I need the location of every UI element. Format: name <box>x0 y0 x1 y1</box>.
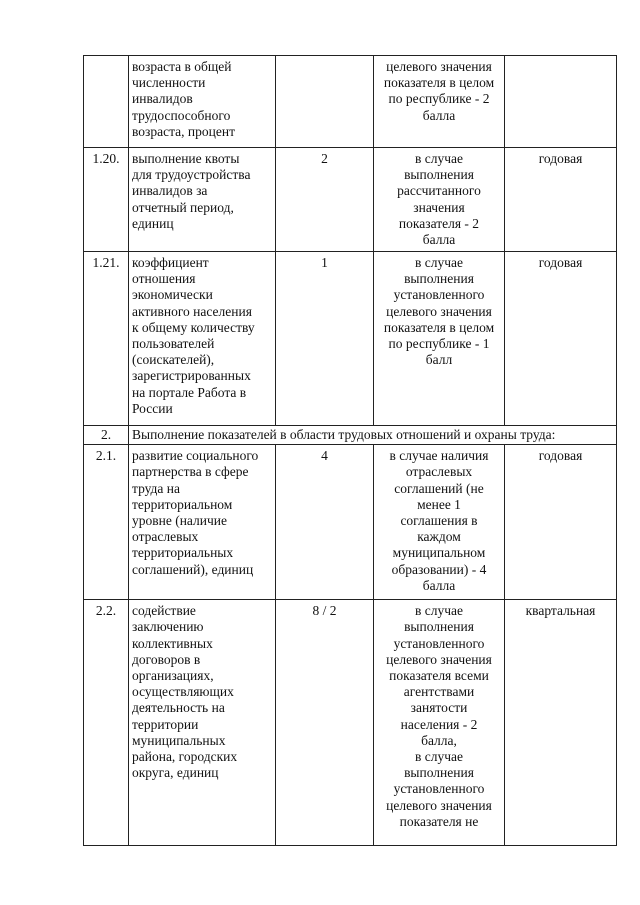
indicator-value: 2 <box>276 148 374 252</box>
scoring-condition: в случае наличия отраслевых соглашений (не менее 1 соглашения в каждом муниципальном образовании) - 4 балла <box>374 445 505 600</box>
indicator-value: 4 <box>276 445 374 600</box>
reporting-period: годовая <box>505 252 617 426</box>
table-row <box>84 252 617 426</box>
reporting-period: квартальная <box>505 600 617 846</box>
row-number <box>84 56 129 148</box>
section-row <box>84 426 617 445</box>
indicators-table <box>83 55 617 846</box>
indicator-value: 1 <box>276 252 374 426</box>
indicator-value: 8 / 2 <box>276 600 374 846</box>
indicator-name: развитие социального партнерства в сфере труда на территориальном уровне (наличие отраслевых территориальных соглашений), единиц <box>129 445 276 600</box>
table-row <box>84 600 617 846</box>
table-row <box>84 445 617 600</box>
row-number: 2.1. <box>84 445 129 600</box>
indicator-name: возраста в общей численности инвалидов трудоспособного возраста, процент <box>129 56 276 148</box>
table-row <box>84 148 617 252</box>
section-title: Выполнение показателей в области трудовых отношений и охраны труда: <box>129 426 617 445</box>
indicator-name: содействие заключению коллективных договоров в организациях, осуществляющих деятельность на территории муниципальных района, городских округа, единиц <box>129 600 276 846</box>
indicator-value <box>276 56 374 148</box>
indicator-name: коэффициент отношения экономически активного населения к общему количеству пользователей (соискателей), зарегистрированных на портале Работа в России <box>129 252 276 426</box>
scoring-condition: целевого значения показателя в целом по республике - 2 балла <box>374 56 505 148</box>
reporting-period <box>505 56 617 148</box>
reporting-period: годовая <box>505 445 617 600</box>
scoring-condition: в случае выполнения установленного целевого значения показателя всеми агентствами занятости населения - 2 балла, в случае выполнения установленного целевого значения показателя не <box>374 600 505 846</box>
scoring-condition: в случае выполнения установленного целевого значения показателя в целом по республике - 1 балл <box>374 252 505 426</box>
row-number: 2.2. <box>84 600 129 846</box>
indicator-name: выполнение квоты для трудоустройства инвалидов за отчетный период, единиц <box>129 148 276 252</box>
row-number: 1.20. <box>84 148 129 252</box>
section-number: 2. <box>84 426 129 445</box>
table-row <box>84 56 617 148</box>
row-number: 1.21. <box>84 252 129 426</box>
scoring-condition: в случае выполнения рассчитанного значения показателя - 2 балла <box>374 148 505 252</box>
reporting-period: годовая <box>505 148 617 252</box>
